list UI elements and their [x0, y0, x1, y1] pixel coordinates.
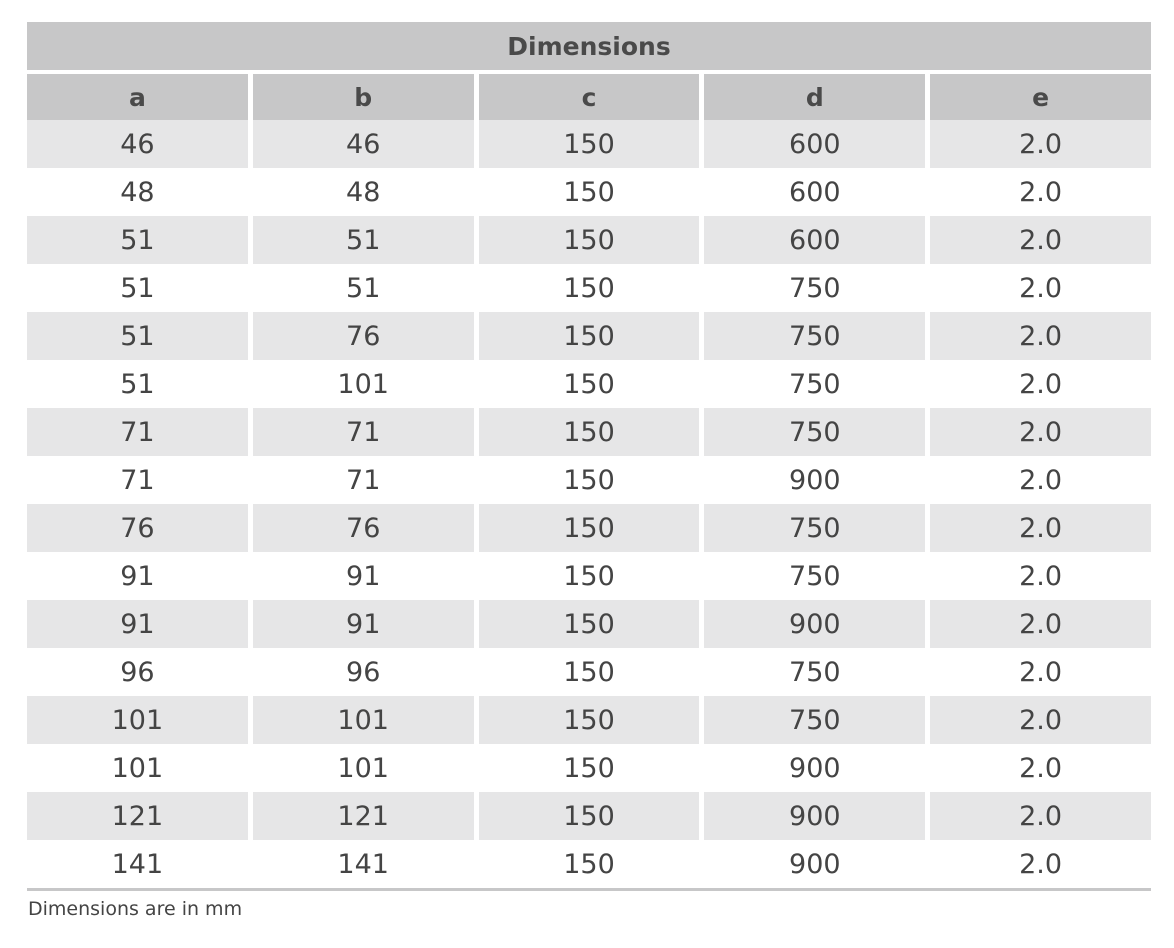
table-cell-d: 750	[704, 312, 925, 360]
table-cell-c: 150	[479, 504, 700, 552]
table-cell-a: 101	[111, 752, 164, 784]
table-cell-a: 71	[27, 408, 248, 456]
column-header-c: c	[479, 74, 700, 120]
table-cell-b: 121	[253, 792, 474, 840]
table-cell-c: 150	[479, 696, 700, 744]
table-row	[27, 792, 1151, 840]
table-cell-b: 101	[337, 752, 389, 784]
table-cell-b: 96	[346, 656, 381, 688]
table-header-row	[27, 74, 1151, 120]
table-cell-a: 51	[120, 368, 155, 400]
table-cell-b: 48	[346, 176, 381, 208]
table-cell-d: 900	[789, 464, 841, 496]
table-cell-a: 96	[120, 656, 155, 688]
table-row	[27, 264, 1151, 312]
table-cell-e: 2.0	[930, 696, 1151, 744]
table-cell-e: 2.0	[930, 216, 1151, 264]
table-cell-e: 2.0	[930, 504, 1151, 552]
table-cell-d: 900	[704, 792, 925, 840]
table-cell-a: 91	[27, 600, 248, 648]
table-body	[27, 120, 1151, 888]
table-cell-c: 150	[479, 120, 700, 168]
table-row	[27, 120, 1151, 168]
table-cell-a: 91	[120, 560, 155, 592]
table-cell-d: 900	[789, 752, 841, 784]
table-cell-c: 150	[563, 176, 615, 208]
table-cell-c: 150	[563, 560, 615, 592]
table-cell-b: 76	[253, 312, 474, 360]
table-row	[27, 648, 1151, 696]
table-cell-e: 2.0	[930, 792, 1151, 840]
table-cell-e: 2.0	[1019, 176, 1063, 208]
column-header-e: e	[930, 74, 1151, 120]
table-cell-b: 46	[253, 120, 474, 168]
table-row	[27, 360, 1151, 408]
table-cell-b: 141	[337, 848, 389, 880]
table-row	[27, 504, 1151, 552]
table-cell-d: 600	[704, 216, 925, 264]
units-footnote: Dimensions are in mm	[28, 898, 243, 920]
table-cell-d: 750	[704, 504, 925, 552]
table-cell-b: 71	[253, 408, 474, 456]
table-cell-e: 2.0	[1019, 656, 1063, 688]
dimensions-table	[27, 22, 1151, 891]
table-cell-d: 900	[704, 600, 925, 648]
table-cell-d: 750	[704, 408, 925, 456]
table-cell-a: 71	[120, 464, 155, 496]
table-row	[27, 840, 1151, 888]
column-header-d: d	[704, 74, 925, 120]
table-cell-d: 750	[789, 272, 841, 304]
table-cell-a: 76	[27, 504, 248, 552]
table-cell-c: 150	[479, 312, 700, 360]
table-cell-b: 91	[346, 560, 381, 592]
table-cell-d: 750	[704, 696, 925, 744]
table-cell-b: 91	[253, 600, 474, 648]
table-cell-e: 2.0	[1019, 464, 1063, 496]
table-cell-d: 750	[789, 656, 841, 688]
table-row	[27, 312, 1151, 360]
table-cell-a: 51	[120, 272, 155, 304]
table-cell-a: 46	[27, 120, 248, 168]
table-row	[27, 696, 1151, 744]
table-cell-b: 101	[337, 368, 389, 400]
table-cell-c: 150	[563, 368, 615, 400]
table-bottom-rule	[27, 888, 1151, 891]
table-cell-b: 51	[253, 216, 474, 264]
table-cell-a: 121	[27, 792, 248, 840]
table-cell-d: 900	[789, 848, 841, 880]
table-cell-e: 2.0	[930, 312, 1151, 360]
table-cell-a: 141	[111, 848, 164, 880]
table-cell-a: 48	[120, 176, 155, 208]
table-cell-e: 2.0	[1019, 272, 1063, 304]
table-cell-d: 600	[704, 120, 925, 168]
table-row	[27, 408, 1151, 456]
table-row	[27, 168, 1151, 216]
table-row	[27, 744, 1151, 792]
table-cell-e: 2.0	[1019, 752, 1063, 784]
table-cell-e: 2.0	[1019, 560, 1063, 592]
table-cell-c: 150	[563, 656, 615, 688]
table-cell-e: 2.0	[930, 408, 1151, 456]
table-cell-b: 51	[346, 272, 381, 304]
table-cell-b: 71	[346, 464, 381, 496]
table-title: Dimensions	[27, 22, 1151, 70]
table-cell-a: 51	[27, 216, 248, 264]
table-cell-e: 2.0	[1019, 368, 1063, 400]
column-header-a: a	[27, 74, 248, 120]
table-cell-e: 2.0	[930, 120, 1151, 168]
table-cell-c: 150	[479, 792, 700, 840]
table-cell-c: 150	[563, 272, 615, 304]
table-cell-d: 750	[789, 560, 841, 592]
table-cell-c: 150	[563, 464, 615, 496]
table-cell-c: 150	[479, 600, 700, 648]
table-row	[27, 600, 1151, 648]
table-cell-b: 101	[253, 696, 474, 744]
table-row	[27, 552, 1151, 600]
table-cell-a: 51	[27, 312, 248, 360]
table-cell-c: 150	[479, 408, 700, 456]
table-cell-d: 750	[789, 368, 841, 400]
column-header-b: b	[253, 74, 474, 120]
table-cell-e: 2.0	[930, 600, 1151, 648]
table-cell-c: 150	[563, 752, 615, 784]
table-cell-c: 150	[563, 848, 615, 880]
table-row	[27, 456, 1151, 504]
table-cell-d: 600	[789, 176, 841, 208]
table-cell-c: 150	[479, 216, 700, 264]
table-cell-e: 2.0	[1019, 848, 1063, 880]
table-cell-a: 101	[27, 696, 248, 744]
table-cell-b: 76	[253, 504, 474, 552]
table-row	[27, 216, 1151, 264]
